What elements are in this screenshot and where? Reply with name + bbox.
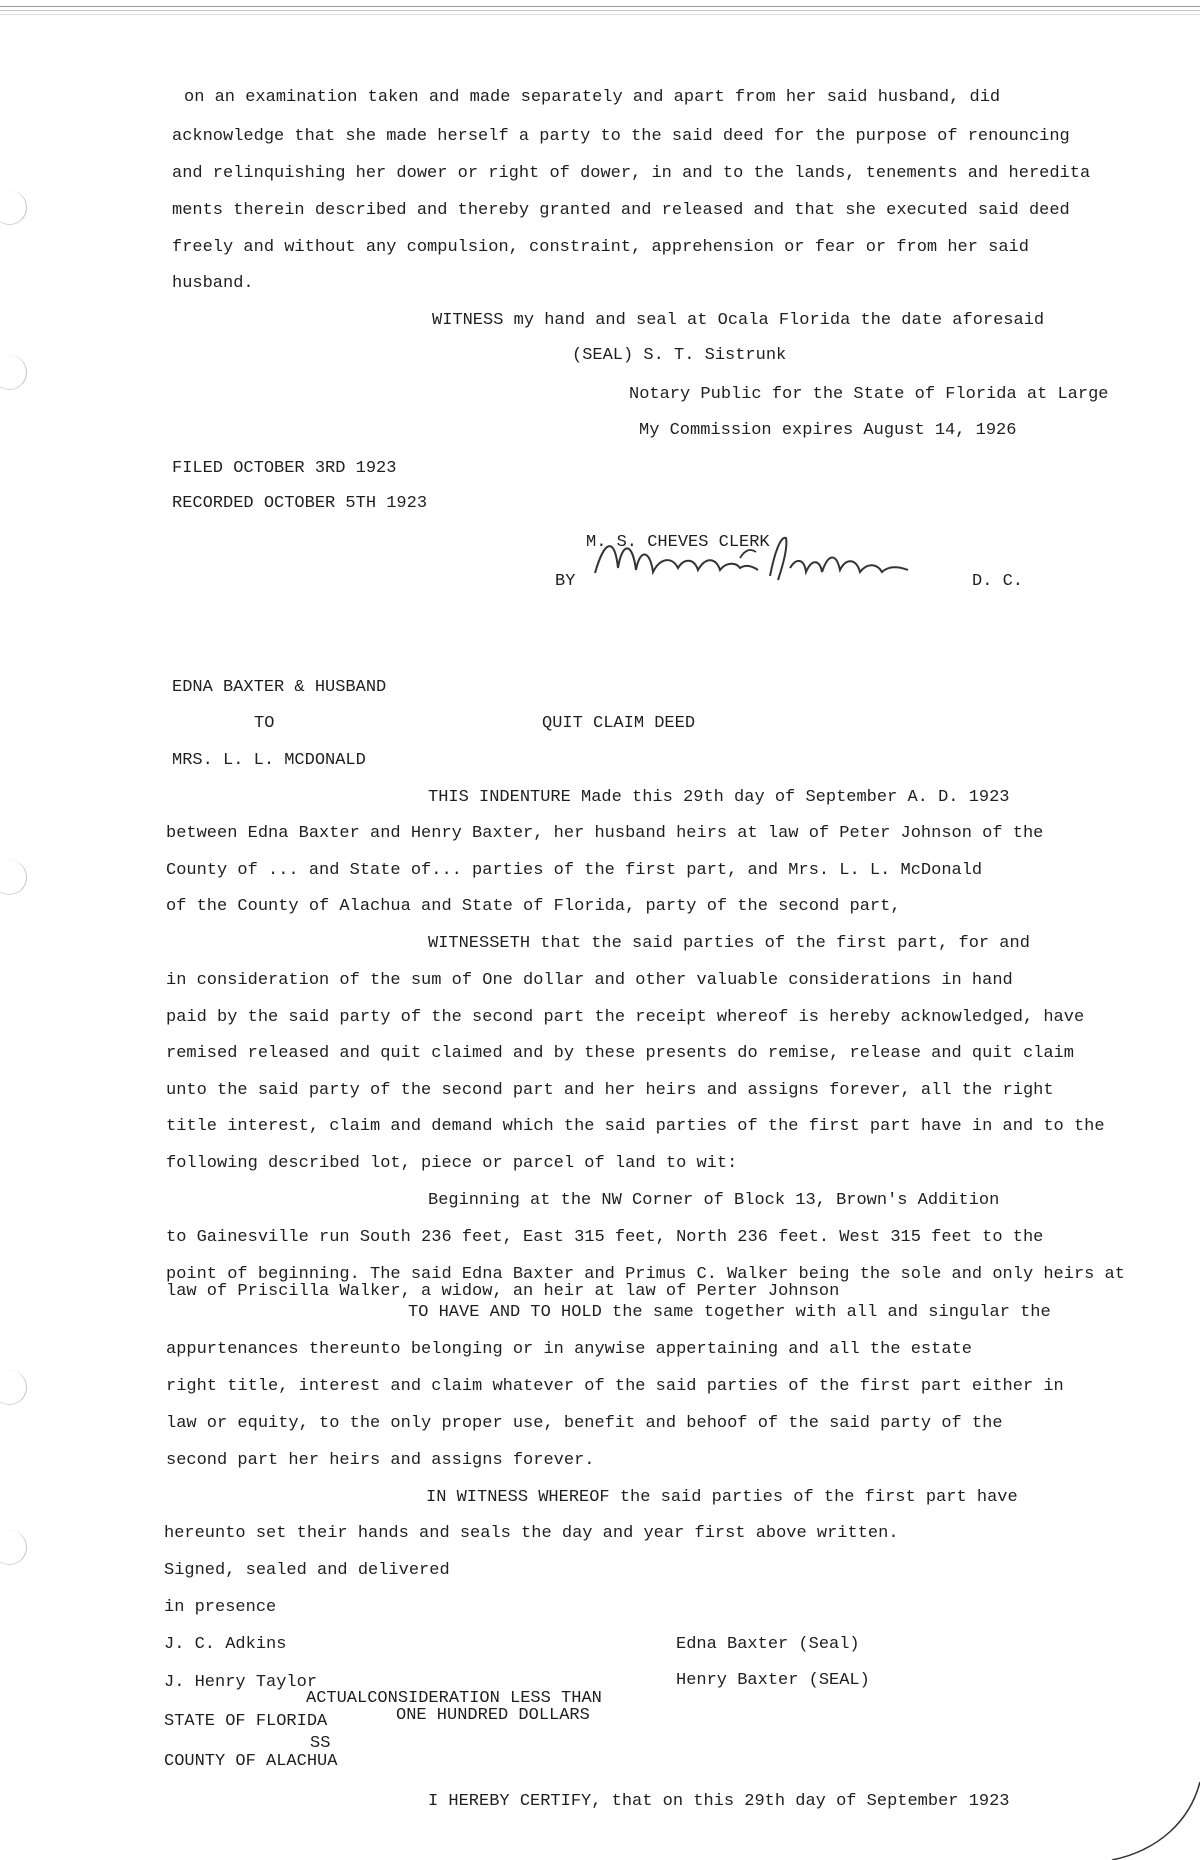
filed-date: FILED OCTOBER 3RD 1923 <box>172 459 397 478</box>
text-line: right title, interest and claim whatever of the said parties of the first part either in <box>166 1377 1064 1396</box>
text-line: in presence <box>164 1598 277 1617</box>
text-line: second part her heirs and assigns forever. <box>166 1451 595 1470</box>
text-line: hereunto set their hands and seals the day and year first above written. <box>164 1524 899 1543</box>
text-line: title interest, claim and demand which the said parties of the first part have in and to the <box>166 1117 1105 1136</box>
text-line: TO HAVE AND TO HOLD the same together with all and singular the <box>408 1303 1051 1322</box>
text-line: remised released and quit claimed and by these presents do remise, release and quit claim <box>166 1044 1074 1063</box>
text-line: law of Priscilla Walker, a widow, an heir at law of Perter Johnson <box>166 1282 840 1301</box>
text-line: THIS INDENTURE Made this 29th day of September A. D. 1923 <box>428 788 1010 807</box>
top-edge-rule <box>0 10 1200 11</box>
text-line: WITNESSETH that the said parties of the first part, for and <box>428 934 1030 953</box>
witness-name: J. Henry Taylor <box>164 1673 318 1692</box>
recorded-date: RECORDED OCTOBER 5TH 1923 <box>172 494 428 513</box>
text-line: between Edna Baxter and Henry Baxter, her husband heirs at law of Peter Johnson of the <box>166 824 1044 843</box>
punch-hole <box>0 1370 27 1405</box>
venue-state: STATE OF FLORIDA <box>164 1712 328 1731</box>
witness-line: WITNESS my hand and seal at Ocala Florida the date aforesaid <box>432 311 1045 330</box>
text-line: of the County of Alachua and State of Florida, party of the second part, <box>166 897 901 916</box>
text-line: County of ... and State of... parties of the first part, and Mrs. L. L. McDonald <box>166 861 983 880</box>
clerk-signature <box>590 528 920 588</box>
punch-hole <box>0 1530 27 1565</box>
notary-line: Notary Public for the State of Florida at Large <box>629 385 1109 404</box>
text-line: IN WITNESS WHEREOF the said parties of the first part have <box>426 1488 1018 1507</box>
text-line: husband. <box>172 274 254 293</box>
text-line: ments therein described and thereby granted and released and that she executed said deed <box>172 201 1070 220</box>
by-label: BY <box>555 572 576 591</box>
punch-hole <box>0 860 27 895</box>
top-edge-rule <box>0 6 1200 7</box>
consideration-note: ONE HUNDRED DOLLARS <box>396 1706 590 1725</box>
punch-hole <box>0 355 27 390</box>
grantor-heading: EDNA BAXTER & HUSBAND <box>172 678 387 697</box>
text-line: acknowledge that she made herself a party to the said deed for the purpose of renouncing <box>172 127 1070 146</box>
text-line: and relinquishing her dower or right of dower, in and to the lands, tenements and heredita <box>172 164 1091 183</box>
text-line: paid by the said party of the second part the receipt whereof is hereby acknowledged, have <box>166 1008 1085 1027</box>
certify-line: I HEREBY CERTIFY, that on this 29th day of September 1923 <box>428 1792 1010 1811</box>
top-edge-rule <box>0 14 1200 15</box>
signer-name: Henry Baxter (SEAL) <box>676 1671 870 1690</box>
text-line: unto the said party of the second part and her heirs and assigns forever, all the right <box>166 1081 1054 1100</box>
punch-hole <box>0 190 27 225</box>
deed-title: QUIT CLAIM DEED <box>542 714 696 733</box>
text-line: in consideration of the sum of One dollar and other valuable considerations in hand <box>166 971 1013 990</box>
text-line: Beginning at the NW Corner of Block 13, Brown's Addition <box>428 1191 1000 1210</box>
text-line: point of beginning. The said Edna Baxter and Primus C. Walker being the sole and only heirs at <box>166 1265 1125 1284</box>
page-curl <box>1110 1780 1200 1860</box>
text-line: freely and without any compulsion, constraint, apprehension or fear or from her said <box>172 238 1029 257</box>
clerk-line: M. S. CHEVES CLERK <box>586 533 770 552</box>
venue-county: COUNTY OF ALACHUA <box>164 1752 338 1771</box>
text-line: following described lot, piece or parcel of land to wit: <box>166 1154 738 1173</box>
text-line: Signed, sealed and delivered <box>164 1561 450 1580</box>
dc-label: D. C. <box>972 572 1024 591</box>
to-heading: TO <box>254 714 275 733</box>
text-line: to Gainesville run South 236 feet, East 315 feet, North 236 feet. West 315 feet to the <box>166 1228 1044 1247</box>
text-line: on an examination taken and made separately and apart from her said husband, did <box>184 88 1001 107</box>
text-line: appurtenances thereunto belonging or in anywise appertaining and all the estate <box>166 1340 972 1359</box>
commission-line: My Commission expires August 14, 1926 <box>639 421 1017 440</box>
consideration-note: ACTUALCONSIDERATION LESS THAN <box>306 1689 602 1708</box>
seal-line: (SEAL) S. T. Sistrunk <box>572 346 787 365</box>
signer-name: Edna Baxter (Seal) <box>676 1635 860 1654</box>
grantee-heading: MRS. L. L. MCDONALD <box>172 751 366 770</box>
venue-ss: SS <box>310 1734 331 1753</box>
witness-name: J. C. Adkins <box>164 1635 287 1654</box>
text-line: law or equity, to the only proper use, benefit and behoof of the said party of the <box>166 1414 1003 1433</box>
